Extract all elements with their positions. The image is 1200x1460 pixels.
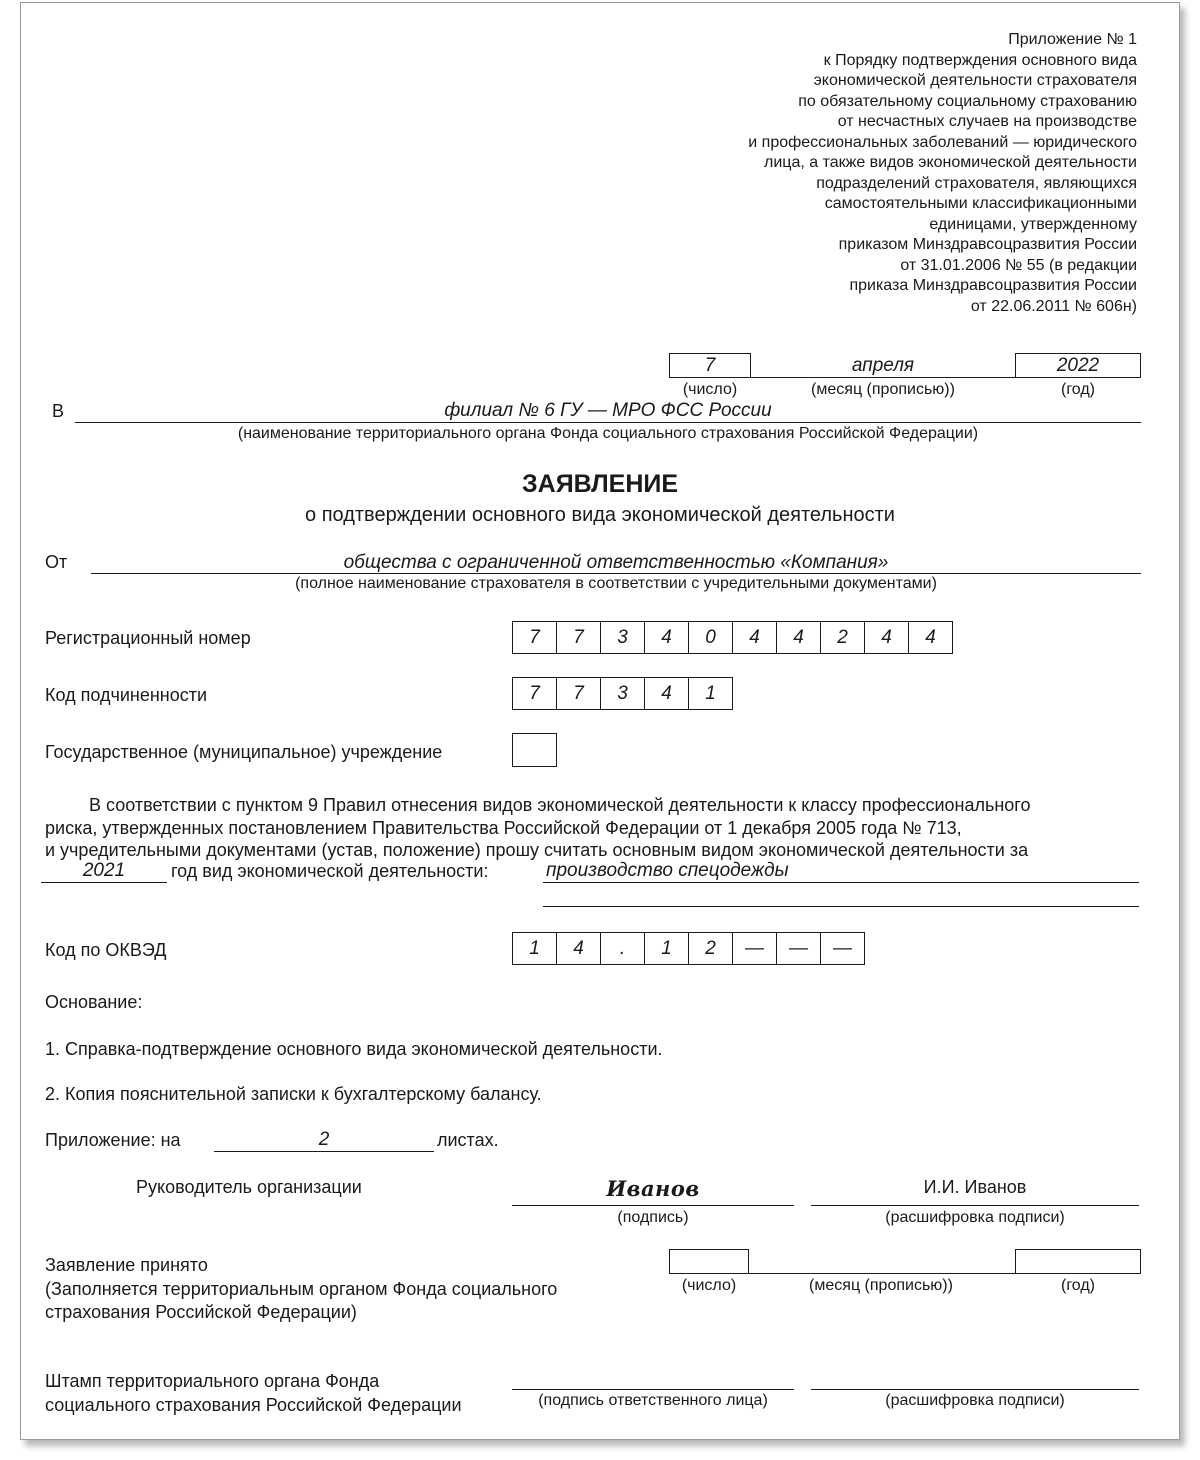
accepted-year-field[interactable] [1015,1249,1141,1274]
okved-cell[interactable]: 1 [513,932,557,965]
paragraph-line: риска, утвержденных постановлением Правительства Российской Федерации от 1 декабря 2005 года № 713, [45,817,962,838]
date-month-field[interactable]: апреля [851,355,915,376]
header-line: приказа Минздравсоцразвития России [849,277,1137,294]
accepted-line: страхования Российской Федерации) [45,1302,357,1322]
subordination-digit[interactable]: 4 [645,677,689,710]
okved-cell[interactable]: 1 [645,932,689,965]
document-title: ЗАЯВЛЕНИЕ [521,470,679,498]
attachment-suffix: листах. [437,1130,499,1150]
stamp-line: социального страхования Российской Федерации [45,1395,462,1415]
basis-label: Основание: [45,992,143,1012]
from-prefix: От [45,552,68,572]
accepted-day-caption: (число) [681,1277,737,1294]
responsible-decode-underline[interactable] [811,1389,1139,1390]
stamp-line: Штамп территориального органа Фонда [45,1371,380,1391]
reg-number-digit[interactable]: 4 [645,621,689,654]
header-line: приказом Минздравсоцразвития России [838,236,1137,253]
header-line: экономической деятельности страхователя [813,72,1137,89]
responsible-signature-underline[interactable] [512,1389,794,1390]
header-line: по обязательному социальному страхованию [798,92,1137,110]
okved-cells[interactable] [512,932,865,965]
header-line: от 22.06.2011 № 606н) [970,297,1137,315]
accepted-line: (Заполняется территориальным органом Фонда социального [45,1278,558,1299]
paragraph-line: В соответствии с пунктом 9 Правил отнесения видов экономической деятельности к классу профессионального [89,795,1031,815]
reg-number-digit[interactable]: 3 [601,621,645,654]
gov-institution-label: Государственное (муниципальное) учреждение [45,742,443,762]
date-month-underline [751,377,1015,378]
handwritten-signature: Иванов [606,1176,700,1201]
request-paragraph [45,794,1137,862]
signature-decode-caption: (расшифровка подписи) [885,1209,1065,1226]
activity-year-underline [41,882,167,883]
okved-cell[interactable]: . [601,932,645,965]
subordination-digit[interactable]: 1 [689,677,733,710]
header-line: подразделений страхователя, являющихся [816,174,1137,192]
gov-institution-checkbox[interactable] [512,733,557,767]
paragraph-line: и учредительными документами (устав, положение) прошу считать основным видом экономической деятельности за [45,840,1029,860]
reg-number-digit[interactable]: 2 [821,621,865,654]
header-line: к Порядку подтверждения основного вида [823,51,1137,69]
responsible-decode-caption: (расшифровка подписи) [885,1392,1065,1409]
signatory-role: Руководитель организации [136,1177,362,1197]
okved-cell[interactable]: 4 [557,932,601,965]
signature-caption: (подпись) [617,1209,689,1226]
accepted-month-underline[interactable] [749,1273,1015,1274]
insurer-name-underline [91,573,1141,574]
reg-number-label: Регистрационный номер [45,628,251,648]
okved-cell[interactable]: 2 [689,932,733,965]
recipient-caption: (наименование территориального органа Фонда социального страхования Российской Федерации) [237,425,979,442]
accepted-block [45,1254,557,1325]
header-line: от несчастных случаев на производстве [837,113,1137,130]
reg-number-digit[interactable]: 7 [557,621,601,654]
reg-number-digit[interactable]: 4 [777,621,821,654]
activity-type-underline [543,882,1139,883]
attachment-label: Приложение: на [45,1130,181,1150]
basis-item-2: 2. Копия пояснительной записки к бухгалтерскому балансу. [45,1084,542,1104]
attachment-count-field[interactable]: 2 [318,1129,330,1150]
document-subtitle: о подтверждении основного вида экономической деятельности [305,504,895,526]
date-year-field[interactable]: 2022 [1015,353,1141,378]
signature-underline [512,1205,794,1206]
activity-type-underline-2 [543,906,1139,907]
okved-cell[interactable]: — [777,932,821,965]
date-day-field[interactable]: 7 [669,353,751,378]
accepted-day-field[interactable] [669,1249,749,1274]
subordination-digit[interactable]: 7 [557,677,601,710]
stamp-block [45,1369,462,1417]
reg-number-digit[interactable]: 4 [733,621,777,654]
activity-year-field[interactable]: 2021 [82,860,126,881]
signatory-name: И.И. Иванов [923,1177,1027,1197]
application-form-page [20,2,1180,1440]
date-day-caption: (число) [682,381,738,398]
attachment-count-underline [214,1151,434,1152]
okved-cell[interactable]: — [821,932,865,965]
insurer-name-caption: (полное наименование страхователя в соответствии с учредительными документами) [295,575,937,592]
subordination-label: Код подчиненности [45,685,208,705]
activity-type-field[interactable]: производство спецодежды [546,860,789,881]
header-line: Приложение № 1 [1008,31,1137,48]
recipient-field[interactable]: филиал № 6 ГУ — МРО ФСС России [444,400,772,421]
okved-label: Код по ОКВЭД [45,940,167,960]
subordination-digit[interactable]: 3 [601,677,645,710]
okved-cell[interactable]: — [733,932,777,965]
appendix-header [617,30,1137,317]
reg-number-digit[interactable]: 0 [689,621,733,654]
reg-number-digit[interactable]: 4 [865,621,909,654]
accepted-line: Заявление принято [45,1255,208,1275]
header-line: от 31.01.2006 № 55 (в редакции [900,256,1137,274]
accepted-year-caption: (год) [1060,1277,1096,1294]
basis-item-1: 1. Справка-подтверждение основного вида экономической деятельности. [45,1039,663,1059]
date-month-caption: (месяц (прописью)) [811,381,955,398]
activity-year-suffix: год вид экономической деятельности: [171,861,489,881]
subordination-digit[interactable]: 7 [513,677,557,710]
responsible-signature-caption: (подпись ответственного лица) [538,1392,768,1409]
reg-number-digit[interactable]: 7 [513,621,557,654]
reg-number-digit[interactable]: 4 [909,621,953,654]
recipient-underline [75,422,1141,423]
signatory-name-underline [811,1205,1139,1206]
recipient-prefix: В [52,401,65,421]
insurer-name-field[interactable]: общества с ограниченной ответственностью «Компания» [343,552,889,573]
header-line: самостоятельными классификационными [824,195,1137,212]
reg-number-cells[interactable] [512,621,953,654]
header-line: лица, а также видов экономической деятельности [764,154,1137,171]
date-year-caption: (год) [1060,381,1096,398]
header-line: и профессиональных заболеваний — юридического [748,133,1137,151]
subordination-cells[interactable] [512,677,733,710]
accepted-month-caption: (месяц (прописью)) [809,1277,953,1294]
header-line: единицами, утвержденному [929,215,1137,233]
